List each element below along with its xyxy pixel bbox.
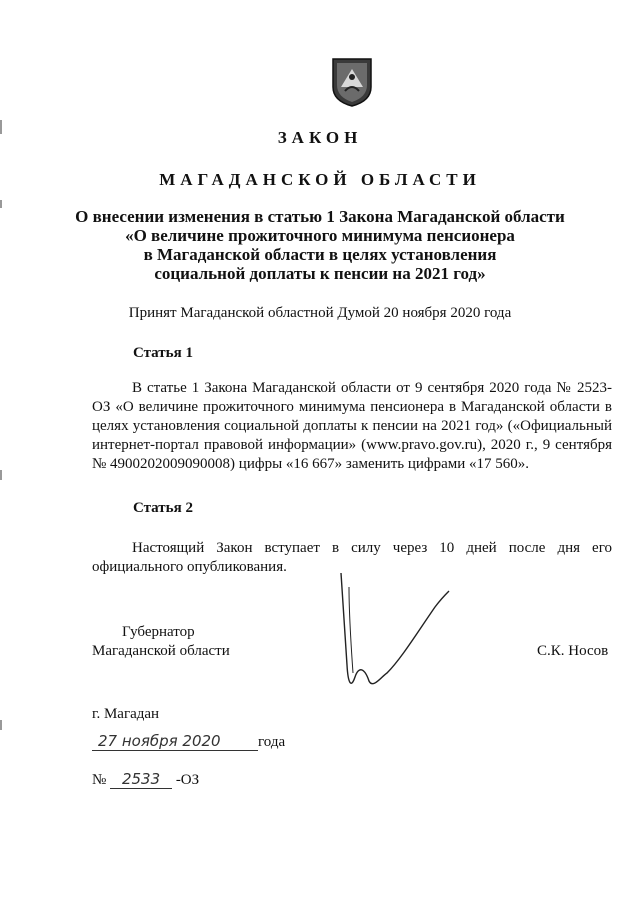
law-title: ЗАКОН [277, 128, 363, 147]
article-2-paragraph: Настоящий Закон вступает в силу через 10 дней после дня его официального опубликования. [92, 540, 612, 575]
margin-mark [0, 470, 2, 480]
number-suffix: -ОЗ [175, 772, 200, 788]
subject-line: социальной доплаты к пенсии на 2021 год» [154, 264, 486, 283]
law-number [92, 770, 199, 789]
signing-date [92, 732, 285, 751]
coat-of-arms-icon [331, 57, 373, 107]
article-1-heading: Статья 1 [133, 345, 193, 361]
handwritten-number: 2533 [110, 770, 172, 789]
adopted-note: Принят Магаданской областной Думой 20 ноября 2020 года [128, 305, 512, 321]
date-suffix: года [258, 734, 286, 750]
margin-mark [0, 720, 2, 730]
subject-line: «О величине прожиточного минимума пенсионера [125, 226, 515, 245]
governor-title [92, 623, 230, 661]
law-subject [40, 207, 600, 283]
number-prefix: № [92, 772, 107, 788]
governor-name: С.К. Носов [537, 643, 609, 659]
handwritten-signature [335, 565, 455, 695]
subject-line: О внесении изменения в статью 1 Закона Магаданской области [75, 207, 565, 226]
margin-mark [0, 200, 2, 208]
handwritten-date: 27 ноября 2020 [92, 732, 258, 751]
article-1-text [92, 379, 612, 474]
place-of-signing: г. Магадан [92, 706, 160, 722]
article-1-paragraph: В статье 1 Закона Магаданской области от 9 сентября 2020 года № 2523-ОЗ «О величине прожиточного минимума пенсионера в Магаданской области в целях установления социальной доплаты к пенсии на 2021 год» («Официальный интернет-портал правовой информации» (www.pravo.gov.ru), 2020 г., 9 сентября № 4900202009090008) цифры «16 667» заменить цифрами «17 560». [92, 380, 612, 472]
article-2-heading: Статья 2 [133, 500, 193, 516]
subject-line: в Магаданской области в целях установления [143, 245, 497, 264]
governor-title-line: Губернатор [122, 624, 195, 640]
governor-title-line: Магаданской области [92, 643, 230, 659]
region-title: МАГАДАНСКОЙ ОБЛАСТИ [159, 170, 481, 189]
